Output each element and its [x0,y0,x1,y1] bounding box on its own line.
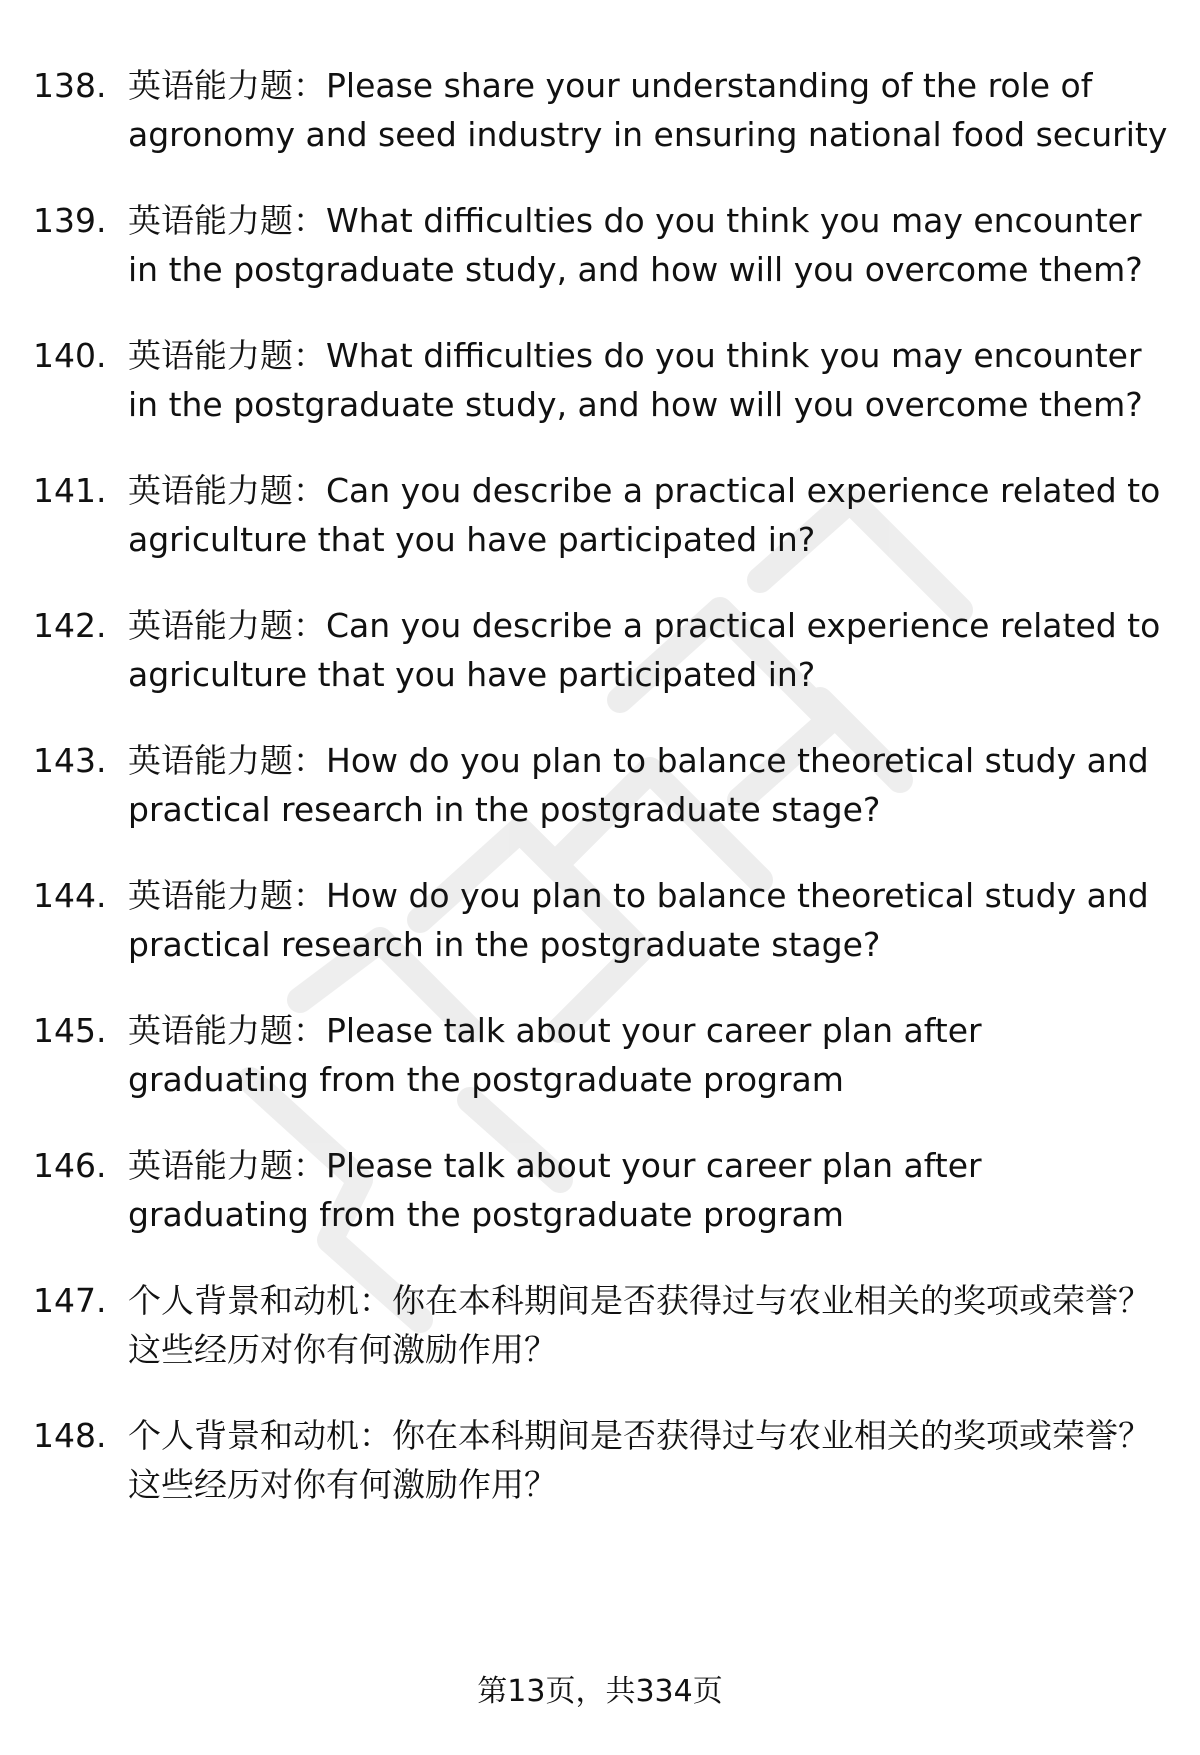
question-number: 140. [33,336,107,375]
question-text: 英语能力题：Can you describe a practical experience related to agriculture that you have participated in? [128,471,1161,559]
question-item [0,602,1200,699]
question-text: 英语能力题：Please share your understanding of the role of agronomy and seed industry in ensuring national food security [128,66,1168,154]
question-item [0,1277,1200,1374]
question-list [0,62,1200,1547]
question-text: 英语能力题：How do you plan to balance theoretical study and practical research in the postgraduate stage? [128,876,1149,964]
question-number: 144. [33,876,107,915]
question-number: 139. [33,201,107,240]
question-item [0,1142,1200,1239]
question-item [0,62,1200,159]
question-text: 英语能力题：What difficulties do you think you may encounter in the postgraduate study, and how will you overcome them? [128,336,1143,424]
question-number: 145. [33,1011,107,1050]
question-number: 141. [33,471,107,510]
question-text: 个人背景和动机：你在本科期间是否获得过与农业相关的奖项或荣誉？这些经历对你有何激励作用？ [128,1281,1151,1369]
question-item [0,737,1200,834]
question-number: 148. [33,1416,107,1455]
question-item [0,872,1200,969]
question-text: 个人背景和动机：你在本科期间是否获得过与农业相关的奖项或荣誉？这些经历对你有何激励作用？ [128,1416,1151,1504]
question-text: 英语能力题：How do you plan to balance theoretical study and practical research in the postgraduate stage? [128,741,1149,829]
question-number: 147. [33,1281,107,1320]
question-text: 英语能力题：Can you describe a practical experience related to agriculture that you have participated in? [128,606,1161,694]
question-number: 146. [33,1146,107,1185]
question-item [0,1412,1200,1509]
question-text: 英语能力题：Please talk about your career plan after graduating from the postgraduate program [128,1146,982,1234]
question-number: 138. [33,66,107,105]
question-text: 英语能力题：Please talk about your career plan after graduating from the postgraduate program [128,1011,982,1099]
question-text: 英语能力题：What difficulties do you think you may encounter in the postgraduate study, and how will you overcome them? [128,201,1143,289]
question-item [0,197,1200,294]
page-number-footer: 第13页，共334页 [477,1674,723,1709]
question-item [0,1007,1200,1104]
question-item [0,467,1200,564]
question-number: 142. [33,606,107,645]
question-number: 143. [33,741,107,780]
question-item [0,332,1200,429]
